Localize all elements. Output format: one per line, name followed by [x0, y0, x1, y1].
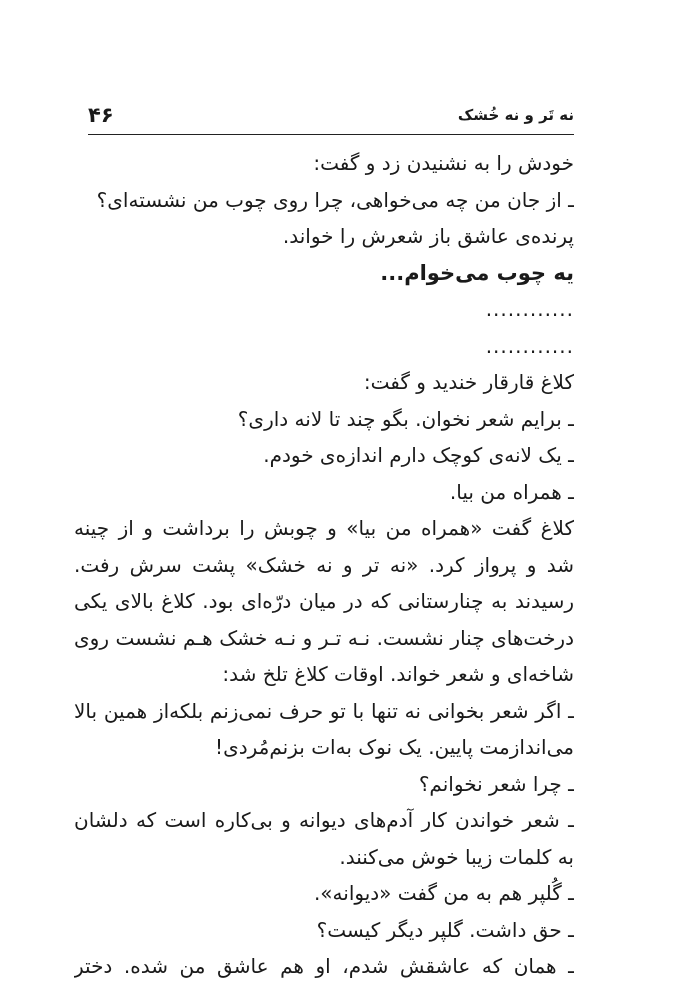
dialogue-line: می‌اندازمت پایین. یک نوک به‌ات بزنم‌مُردی! [215, 735, 574, 759]
dialogue-line: ـ گُلپر هم به من گفت «دیوانه». [313, 881, 574, 905]
text-line: خودش را به نشنیدن زد و گفت: [313, 151, 574, 175]
header-divider [88, 134, 574, 135]
ellipsis-line: ............ [485, 297, 574, 321]
text-line: درخت‌های چنار نشست. نـه تـر و نـه خشک هـم نشست روی [74, 625, 574, 650]
text-line: شد و پرواز کرد. «نه تر و نه خشک» پشت سرش رفت. [74, 552, 574, 577]
dialogue-line: به کلمات زیبا خوش می‌کنند. [339, 844, 574, 869]
dialogue-line: ـ چرا شعر نخوانم؟ [418, 771, 574, 796]
text-line: پرنده‌ی عاشق باز شعرش را خواند. [282, 224, 574, 248]
dialogue-line: ـ اگر شعر بخوانی نه تنها با تو حرف نمی‌زنم بلکه‌از همین بالا [74, 698, 574, 723]
dialogue-line: ـ همراه من بیا. [449, 479, 574, 504]
text-line: رسیدند به چنارستانی که در میان درّه‌ای بود. کلاغ بالای یکی [74, 589, 574, 613]
running-header [88, 100, 574, 130]
running-title: نه تَر و نه خُشک [457, 106, 574, 124]
dialogue-line: ـ برایم شعر نخوان. بگو چند تا لانه داری؟ [237, 406, 574, 431]
dialogue-line: ـ شعر خواندن کار آدم‌های دیوانه و بی‌کاره است که دلشان [74, 808, 574, 832]
text-line: کلاغ قارقار خندید و گفت: [363, 370, 574, 394]
text-line: کلاغ گفت «همراه من بیا» و چوبش را برداشت و از چینه [74, 516, 574, 540]
dialogue-line: ـ یک لانه‌ی کوچک دارم اندازه‌ی خودم. [263, 443, 574, 467]
dialogue-line: ـ همان که عاشقش شدم، او هم عاشق من شده. دختر [74, 954, 574, 978]
ellipsis-line: ............ [485, 333, 574, 358]
text-line: ـ از جان من چه می‌خواهی، چرا روی چوب من نشسته‌ای؟ [96, 187, 574, 212]
body-text [74, 145, 574, 985]
dialogue-line: ـ حق داشت. گلپر دیگر کیست؟ [316, 917, 574, 942]
poem-line: یه چوب می‌خوام... [380, 260, 574, 285]
text-line: شاخه‌ای و شعر خواند. اوقات کلاغ تلخ شد: [222, 662, 574, 686]
page-number: ۴۶ [88, 103, 114, 127]
